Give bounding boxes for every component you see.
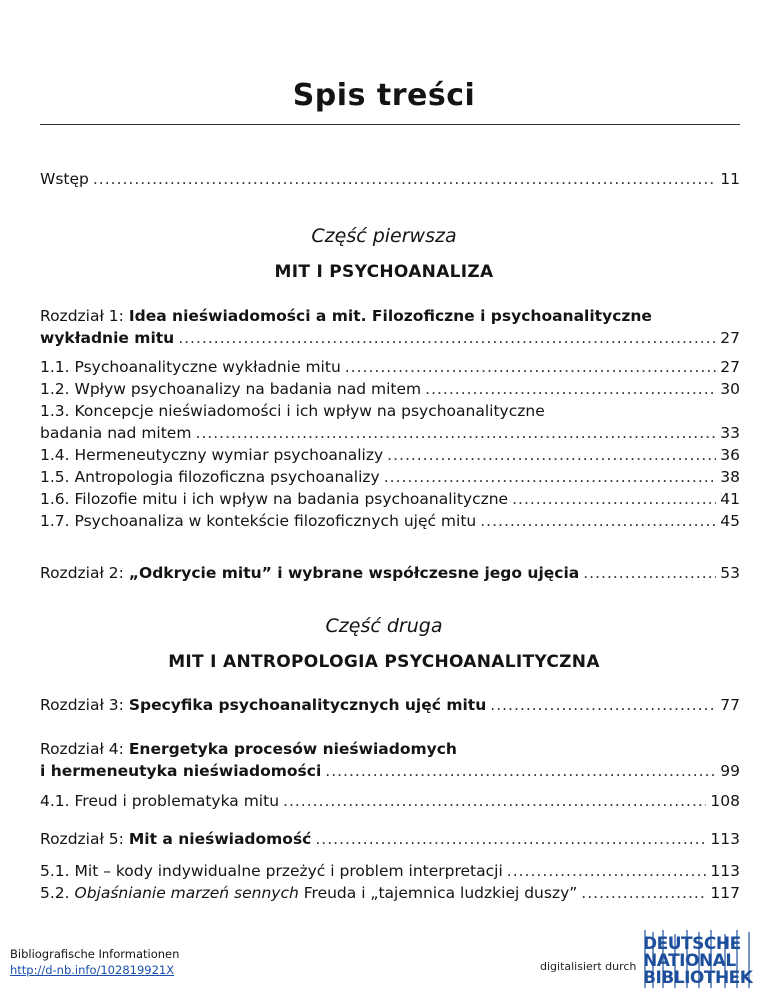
logo-line: BIBLIOTHEK: [643, 968, 753, 988]
chapter-prefix: Rozdział 1:: [40, 307, 129, 325]
entry-page: 108: [710, 792, 740, 810]
chapter-5-sections: [40, 860, 740, 904]
entry-page: 30: [720, 380, 740, 398]
part-title: MIT I PSYCHOANALIZA: [274, 262, 494, 282]
toc-entry-section[interactable]: [40, 860, 740, 882]
chapter-title: Mit a nieświadomość: [128, 830, 312, 848]
biblio-label: Bibliografische Informationen: [10, 947, 180, 961]
leader-dots: [384, 466, 717, 488]
section-title: Koncepcje nieświadomości i ich wpływ na psychoanalityczne: [74, 402, 545, 420]
toc-entry-chapter-4[interactable]: [40, 738, 740, 782]
toc-entry-section[interactable]: [40, 510, 740, 532]
chapter-4-sections: [40, 790, 740, 812]
entry-page: 27: [720, 358, 740, 376]
page-title: Spis treści: [292, 78, 476, 113]
section-title: Wpływ psychoanalizy na badania nad mitem: [74, 380, 422, 398]
section-number: 4.1.: [40, 792, 70, 810]
entry-page: 45: [720, 512, 740, 530]
toc-entry-section-lead[interactable]: [40, 400, 740, 422]
section-title: Antropologia filozoficzna psychoanalizy: [74, 468, 380, 486]
leader-dots: [581, 882, 706, 904]
entry-page: 117: [710, 884, 740, 902]
toc-entry-chapter-1[interactable]: [40, 305, 740, 349]
digitized-by-label: digitalisiert durch: [540, 960, 637, 973]
leader-dots: [507, 860, 707, 882]
dnb-logo: [641, 930, 753, 988]
toc-entry-section[interactable]: [40, 466, 740, 488]
entry-page: 113: [710, 830, 740, 848]
toc-entry-section[interactable]: [40, 790, 740, 812]
toc-entry-section[interactable]: [40, 444, 740, 466]
chapter-prefix: Rozdział 4:: [40, 740, 129, 758]
toc-entry-section[interactable]: [40, 882, 740, 904]
entry-page: 113: [710, 862, 740, 880]
leader-dots: [512, 488, 716, 510]
entry-page: 77: [720, 696, 740, 714]
section-number: 1.2.: [40, 380, 70, 398]
entry-title: Wstęp: [40, 170, 89, 188]
toc-entry-section-cont[interactable]: [40, 422, 740, 444]
toc-entry-section[interactable]: [40, 356, 740, 378]
entry-page: 38: [720, 468, 740, 486]
leader-dots: [283, 790, 706, 812]
section-title-rest: Freuda i „tajemnica ludzkiej duszy”: [298, 884, 578, 902]
toc-entry-chapter-2[interactable]: [40, 562, 740, 584]
leader-dots: [178, 327, 716, 349]
chapter-title-line2: wykładnie mitu: [40, 329, 175, 347]
entry-page: 33: [720, 424, 740, 442]
chapter-title: Specyfika psychoanalitycznych ujęć mitu: [128, 696, 487, 714]
section-number: 1.1.: [40, 358, 70, 376]
chapter-1-sections: [40, 356, 740, 532]
chapter-prefix: Rozdział 3:: [40, 696, 129, 714]
section-number: 1.5.: [40, 468, 70, 486]
part-label: Część pierwsza: [311, 225, 457, 247]
chapter-prefix: Rozdział 5:: [40, 830, 129, 848]
part-title: MIT I ANTROPOLOGIA PSYCHOANALITYCZNA: [168, 652, 600, 672]
toc-entry-section[interactable]: [40, 488, 740, 510]
dnb-link[interactable]: http://d-nb.info/102819921X: [10, 963, 175, 977]
chapter-title-line1: Idea nieświadomości a mit. Filozoficzne i psychoanalityczne: [128, 307, 652, 325]
section-number: 1.7.: [40, 512, 70, 530]
logo-line: DEUTSCHE: [643, 934, 741, 954]
section-number: 5.2.: [40, 884, 70, 902]
entry-page: 99: [720, 762, 740, 780]
leader-dots: [93, 168, 716, 190]
chapter-title: „Odkrycie mitu” i wybrane współczesne jego ujęcia: [128, 564, 580, 582]
leader-dots: [387, 444, 716, 466]
section-title: Psychoanaliza w kontekście filozoficznych ujęć mitu: [74, 512, 477, 530]
section-number: 1.4.: [40, 446, 70, 464]
entry-page: 27: [720, 329, 740, 347]
section-title-cont: badania nad mitem: [40, 424, 192, 442]
leader-dots: [345, 356, 717, 378]
leader-dots: [425, 378, 716, 400]
entry-page: 41: [720, 490, 740, 508]
entry-page: 36: [720, 446, 740, 464]
chapter-prefix: Rozdział 2:: [40, 564, 129, 582]
section-title: Filozofie mitu i ich wpływ na badania psychoanalityczne: [74, 490, 509, 508]
chapter-title-line2: i hermeneutyka nieświadomości: [40, 762, 322, 780]
section-title: Psychoanalityczne wykładnie mitu: [74, 358, 341, 376]
section-title: Hermeneutyczny wymiar psychoanalizy: [74, 446, 384, 464]
toc-entry-chapter-5[interactable]: [40, 828, 740, 850]
bibliographic-info: [10, 946, 179, 978]
toc-entry-section[interactable]: [40, 378, 740, 400]
chapter-title-line1: Energetyka procesów nieświadomych: [128, 740, 457, 758]
leader-dots: [195, 422, 716, 444]
section-title-italic: Objaśnianie marzeń sennych: [74, 884, 299, 902]
leader-dots: [325, 760, 716, 782]
part-label: Część druga: [325, 615, 443, 637]
toc-entry-intro[interactable]: [40, 168, 740, 190]
logo-line: NATIONAL: [643, 951, 736, 971]
leader-dots: [583, 562, 716, 584]
leader-dots: [315, 828, 706, 850]
entry-page: 11: [720, 170, 740, 188]
section-title: Freud i problematyka mitu: [74, 792, 280, 810]
leader-dots: [480, 510, 716, 532]
section-number: 1.3.: [40, 402, 70, 420]
section-title: Mit – kody indywidualne przeżyć i problem interpretacji: [74, 862, 503, 880]
entry-page: 53: [720, 564, 740, 582]
toc-entry-chapter-3[interactable]: [40, 694, 740, 716]
leader-dots: [490, 694, 716, 716]
title-rule: [40, 124, 740, 125]
section-number: 5.1.: [40, 862, 70, 880]
section-number: 1.6.: [40, 490, 70, 508]
